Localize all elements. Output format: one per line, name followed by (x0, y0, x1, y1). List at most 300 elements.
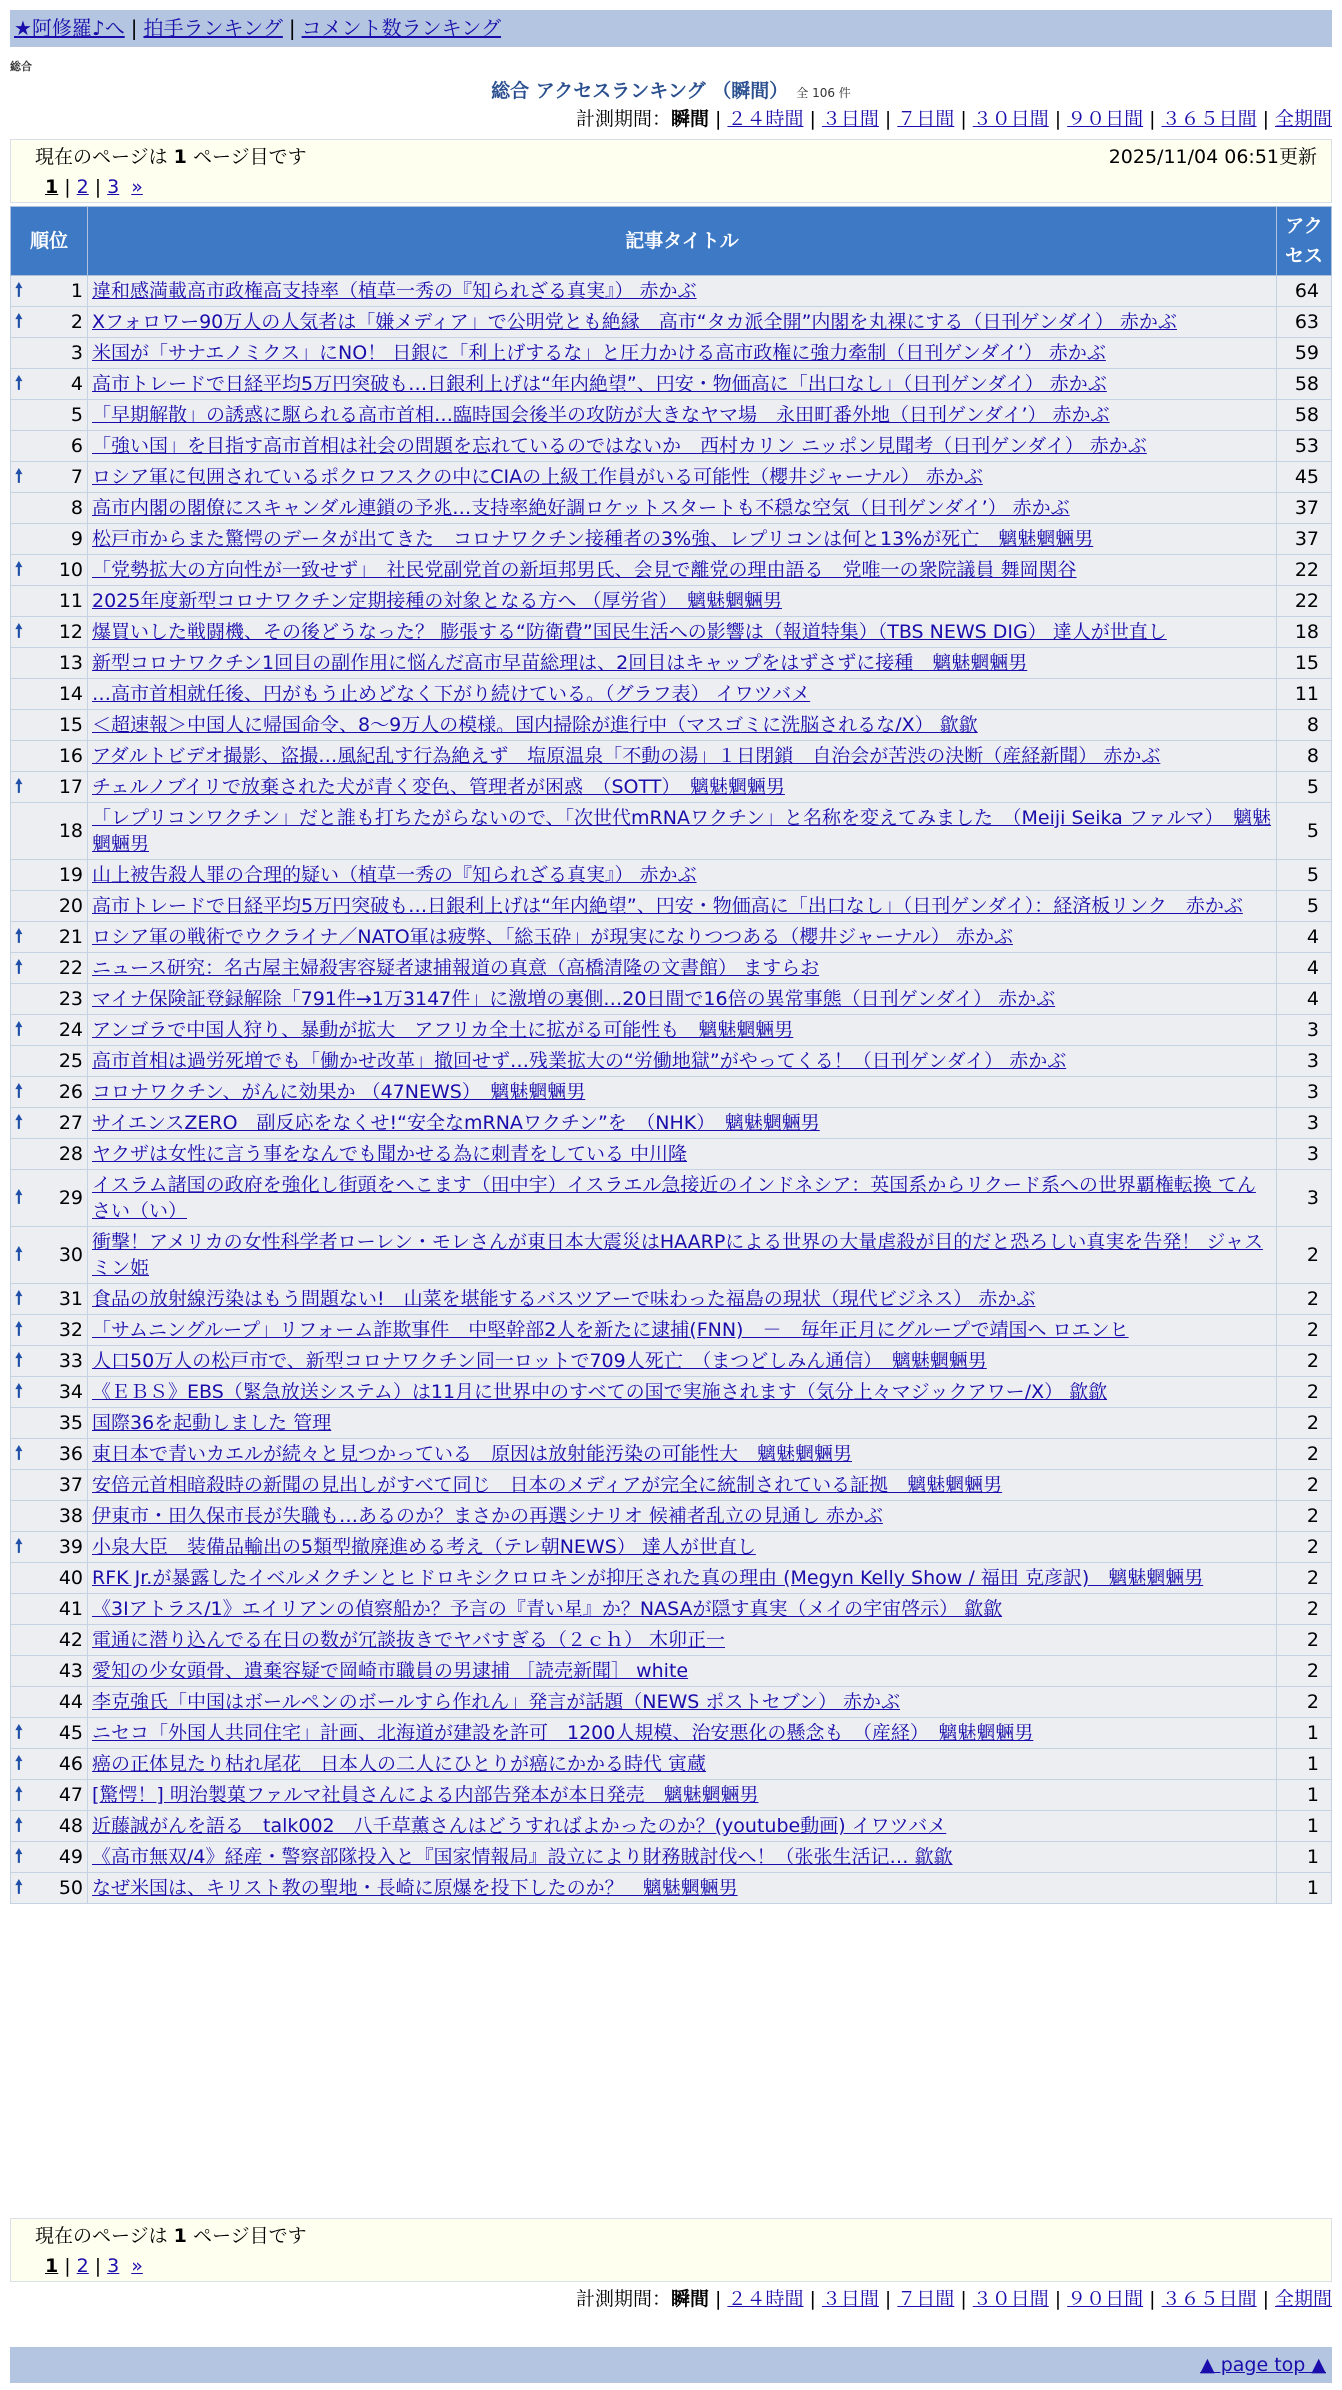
article-title-link[interactable]: 李克強氏「中国はボールペンのボールすら作れん」発言が話題（NEWS ポストセブン） 赤かぶ (92, 1691, 901, 1713)
rank-cell (11, 586, 88, 617)
rank-up-arrow-icon: 🠕 (15, 1784, 23, 1805)
period-separator: | (809, 2288, 816, 2310)
page-title-text: 総合 アクセスランキング （瞬間） (491, 80, 789, 102)
article-title-link[interactable]: アダルトビデオ撮影、盗撮…風紀乱す行為絶えず 塩原温泉「不動の湯」１日閉鎖 自治会が苦渋の決断（産経新聞） 赤かぶ (92, 745, 1161, 767)
breadcrumb: 総合 (10, 60, 32, 73)
col-access-header: アクセス (1277, 207, 1332, 276)
article-title-link[interactable]: なぜ米国は、キリスト教の聖地・長崎に原爆を投下したのか？ 魑魅魍魎男 (92, 1877, 738, 1899)
rank-cell (11, 860, 88, 891)
title-cell (88, 1563, 1277, 1594)
access-count: 2 (1277, 1284, 1332, 1315)
table-row (11, 1170, 1332, 1227)
table-row (11, 1811, 1332, 1842)
access-count: 2 (1277, 1532, 1332, 1563)
rank-cell (11, 400, 88, 431)
article-title-link[interactable]: 《ＥＢＳ》EBS（緊急放送システム）は11月に世界中のすべての国で実施されます（気分上々マジックアワー/X） 歙歙 (92, 1381, 1108, 1403)
access-count: 2 (1277, 1563, 1332, 1594)
rank-cell (11, 1687, 88, 1718)
period-separator: | (809, 108, 816, 130)
rank-cell (11, 922, 88, 953)
rank-up-arrow-icon: 🠕 (15, 1019, 23, 1040)
table-row (11, 1501, 1332, 1532)
rank-number: 28 (58, 1143, 83, 1165)
rank-up-arrow-icon: 🠕 (15, 1815, 23, 1836)
table-row (11, 741, 1332, 772)
rank-up-arrow-icon: 🠕 (15, 1350, 23, 1371)
article-title-link[interactable]: 人口50万人の松戸市で、新型コロナワクチン同一ロットで709人死亡 （まつどしみん通信） 魑魅魍魎男 (92, 1350, 987, 1372)
article-title-link[interactable]: 「レプリコンワクチン」だと誰も打ちたがらないので、「次世代mRNAワクチン」と名称を変えてみました （Meiji Seika ファルマ） 魑魅魍魎男 (92, 807, 1271, 855)
title-cell (88, 1749, 1277, 1780)
table-row (11, 617, 1332, 648)
table-header-row (11, 207, 1332, 276)
article-title-link[interactable]: 山上被告殺人罪の合理的疑い（植草一秀の『知られざる真実』） 赤かぶ (92, 864, 697, 886)
rank-cell (11, 1873, 88, 1904)
period-link[interactable]: 全期間 (1274, 2288, 1332, 2310)
page-link[interactable]: 2 (76, 2255, 89, 2277)
access-count: 3 (1277, 1077, 1332, 1108)
rank-cell (11, 1563, 88, 1594)
rank-up-arrow-icon: 🠕 (15, 1187, 23, 1208)
pager-box-top (10, 139, 1332, 203)
title-cell (88, 1408, 1277, 1439)
rank-number: 11 (58, 590, 83, 612)
title-cell (88, 922, 1277, 953)
table-row (11, 1532, 1332, 1563)
table-row (11, 772, 1332, 803)
table-row (11, 307, 1332, 338)
page-separator: | (94, 176, 102, 198)
page-current: 1 (45, 2255, 59, 2277)
article-title-link[interactable]: 国際36を起動しました 管理 (92, 1412, 332, 1434)
rank-cell (11, 369, 88, 400)
access-count: 2 (1277, 1408, 1332, 1439)
comment-ranking-link[interactable]: コメント数ランキング (301, 16, 502, 40)
page-title (0, 76, 1342, 103)
page-separator: | (64, 2255, 71, 2277)
article-title-link[interactable]: イスラム諸国の政府を強化し街頭をへこます（田中宇）イスラエル急接近のインドネシア：英国系からリクード系への世界覇権転換 てんさい（い） (92, 1174, 1256, 1222)
title-cell (88, 1315, 1277, 1346)
article-title-link[interactable]: 衝撃！アメリカの女性科学者ローレン・モレさんが東日本大震災はHAARPによる世界の大量虐殺が目的だと恐ろしい真実を告発！ ジャスミン姫 (92, 1231, 1263, 1279)
title-cell (88, 710, 1277, 741)
period-separator: | (960, 108, 967, 130)
title-cell (88, 1346, 1277, 1377)
access-count: 2 (1277, 1501, 1332, 1532)
title-cell (88, 276, 1277, 307)
title-cell (88, 648, 1277, 679)
article-title-link[interactable]: 《高市無双/4》経産・警察部隊投入と『国家情報局』設立により財務賊討伐へ！（张张生活记… 歙歙 (92, 1846, 953, 1868)
access-count: 2 (1277, 1594, 1332, 1625)
table-row (11, 1749, 1332, 1780)
period-separator: | (884, 108, 892, 130)
period-separator: | (715, 2288, 722, 2310)
footer-bar (10, 2347, 1332, 2383)
rank-up-arrow-icon: 🠕 (15, 1244, 23, 1265)
article-title-link[interactable]: 《3Iアトラス/1》エイリアンの偵察船か？予言の『青い星』か？NASAが隠す真実（メイの宇宙啓示） 歙歙 (92, 1598, 1003, 1620)
rank-cell (11, 524, 88, 555)
rank-cell (11, 1108, 88, 1139)
table-row (11, 1108, 1332, 1139)
rank-cell (11, 1656, 88, 1687)
title-cell (88, 1811, 1277, 1842)
page-link[interactable]: 3 (107, 176, 120, 198)
access-count: 37 (1277, 493, 1332, 524)
rank-up-arrow-icon: 🠕 (15, 280, 23, 301)
rank-number: 39 (58, 1536, 83, 1558)
rank-cell (11, 276, 88, 307)
access-count: 64 (1277, 276, 1332, 307)
rank-cell (11, 1780, 88, 1811)
title-cell (88, 1656, 1277, 1687)
period-link[interactable]: ２４時間 (727, 108, 804, 130)
article-title-link[interactable]: 高市内閣の閣僚にスキャンダル連鎖の予兆…支持率絶好調ロケットスタートも不穏な空気（日刊ゲンダイ’） 赤かぶ (92, 497, 1070, 519)
table-row (11, 1470, 1332, 1501)
title-cell (88, 1046, 1277, 1077)
rank-number: 47 (58, 1784, 83, 1806)
article-title-link[interactable]: RFK Jr.が暴露したイベルメクチンとヒドロキシクロロキンが抑圧された真の理由 (Megyn Kelly Show / 福田 克彦訳) 魑魅魍魎男 (92, 1567, 1204, 1589)
title-cell (88, 803, 1277, 860)
rank-number: 41 (58, 1598, 83, 1620)
rank-cell (11, 1139, 88, 1170)
access-count: 15 (1277, 648, 1332, 679)
access-count: 3 (1277, 1170, 1332, 1227)
rank-cell (11, 307, 88, 338)
title-cell (88, 555, 1277, 586)
rank-number: 4 (70, 373, 83, 395)
rank-cell (11, 462, 88, 493)
table-row (11, 1563, 1332, 1594)
access-count: 2 (1277, 1315, 1332, 1346)
title-cell (88, 1687, 1277, 1718)
rank-number: 23 (58, 988, 83, 1010)
period-separator: | (1054, 108, 1062, 130)
article-title-link[interactable]: 高市トレードで日経平均5万円突破も…日銀利上げは“年内絶望”、円安・物価高に「出口なし」（日刊ゲンダイ）：経済板リンク 赤かぶ (92, 895, 1243, 917)
rank-up-arrow-icon: 🠕 (15, 926, 23, 947)
table-row (11, 1284, 1332, 1315)
rank-up-arrow-icon: 🠕 (15, 1753, 23, 1774)
rank-cell (11, 1408, 88, 1439)
total-count: 全 106 件 (796, 86, 851, 100)
article-title-link[interactable]: Xフォロワー90万人の人気者は「嫌メディア」で公明党とも絶縁 高市“タカ派全開”内閣を丸裸にする（日刊ゲンダイ） 赤かぶ (92, 311, 1177, 333)
article-title-link[interactable]: [驚愕！] 明治製菓ファルマ社員さんによる内部告発本が本日発売 魑魅魍魎男 (92, 1784, 759, 1806)
rank-number: 20 (58, 895, 83, 917)
title-cell (88, 1873, 1277, 1904)
article-title-link[interactable]: ＜超速報＞中国人に帰国命令、8〜9万人の模様。国内掃除が進行中（マスゴミに洗脳されるな/X） 歙歙 (92, 714, 978, 736)
period-link[interactable]: ３０日間 (972, 108, 1049, 130)
title-cell (88, 1108, 1277, 1139)
col-title-header: 記事タイトル (88, 207, 1277, 276)
table-row (11, 1315, 1332, 1346)
access-count: 5 (1277, 891, 1332, 922)
title-cell (88, 1594, 1277, 1625)
rank-up-arrow-icon: 🠕 (15, 1722, 23, 1743)
article-title-link[interactable]: ニセコ「外国人共同住宅」計画、北海道が建設を許可 1200人規模、治安悪化の懸念も （産経） 魑魅魍魎男 (92, 1722, 1034, 1744)
period-separator: | (884, 2288, 892, 2310)
rank-up-arrow-icon: 🠕 (15, 373, 23, 394)
rank-number: 35 (58, 1412, 83, 1434)
rank-up-arrow-icon: 🠕 (15, 1877, 23, 1898)
clap-ranking-link[interactable]: 拍手ランキング (143, 16, 283, 40)
rank-up-arrow-icon: 🠕 (15, 559, 23, 580)
article-title-link[interactable]: 米国が「サナエノミクス」にNO！ 日銀に「利上げするな」と圧力かける高市政権に強力牽制（日刊ゲンダイ’） 赤かぶ (92, 342, 1106, 364)
table-row (11, 400, 1332, 431)
home-link[interactable]: ★阿修羅♪へ (14, 16, 125, 40)
rank-cell (11, 1811, 88, 1842)
article-title-link[interactable]: 松戸市からまた驚愕のデータが出てきた コロナワクチン接種者の3%強、レプリコンは何と13%が死亡 魑魅魍魎男 (92, 528, 1094, 550)
title-cell (88, 860, 1277, 891)
article-title-link[interactable]: 高市首相は過労死増でも「働かせ改革」撤回せず…残業拡大の“労働地獄”がやってくる！（日刊ゲンダイ） 赤かぶ (92, 1050, 1067, 1072)
title-cell (88, 1718, 1277, 1749)
pagination (35, 2251, 1317, 2281)
table-row (11, 1408, 1332, 1439)
rank-number: 12 (58, 621, 83, 643)
rank-up-arrow-icon: 🠕 (15, 957, 23, 978)
period-link[interactable]: ２４時間 (727, 2288, 804, 2310)
table-row (11, 555, 1332, 586)
article-title-link[interactable]: 近藤誠がんを語る talk002 八千草薫さんはどうすればよかったのか？(youtube動画) イワツバメ (92, 1815, 947, 1837)
access-count: 3 (1277, 1108, 1332, 1139)
rank-number: 46 (58, 1753, 83, 1775)
period-link[interactable]: ３６５日間 (1161, 2288, 1257, 2310)
article-title-link[interactable]: 2025年度新型コロナワクチン定期接種の対象となる方へ （厚労省） 魑魅魍魎男 (92, 590, 782, 612)
access-count: 63 (1277, 307, 1332, 338)
title-cell (88, 586, 1277, 617)
period-link[interactable]: ３日間 (821, 2288, 879, 2310)
table-row (11, 1227, 1332, 1284)
title-cell (88, 369, 1277, 400)
rank-number: 30 (58, 1244, 83, 1266)
rank-number: 8 (70, 497, 83, 519)
table-row (11, 710, 1332, 741)
rank-number: 44 (58, 1691, 83, 1713)
table-row (11, 679, 1332, 710)
article-title-link[interactable]: 癌の正体見たり枯れ尾花 日本人の二人にひとりが癌にかかる時代 寅蔵 (92, 1753, 707, 1775)
rank-up-arrow-icon: 🠕 (15, 1319, 23, 1340)
period-separator: | (1262, 2288, 1269, 2310)
rank-number: 1 (70, 280, 83, 302)
access-count: 58 (1277, 400, 1332, 431)
article-title-link[interactable]: 東日本で青いカエルが続々と見つかっている 原因は放射能汚染の可能性大 魑魅魍魎男 (92, 1443, 853, 1465)
article-title-link[interactable]: …高市首相就任後、円がもう止めどなく下がり続けている。（グラフ表） イワツバメ (92, 683, 811, 705)
table-row (11, 953, 1332, 984)
article-title-link[interactable]: 小泉大臣 装備品輸出の5類型撤廃進める考え（テレ朝NEWS） 達人が世直し (92, 1536, 756, 1558)
article-title-link[interactable]: 電通に潜り込んでる在日の数が冗談抜きでヤバすぎる（２ｃｈ） 木卯正一 (92, 1629, 726, 1651)
rank-cell (11, 1046, 88, 1077)
table-row (11, 922, 1332, 953)
article-title-link[interactable]: 「サムニングループ」リフォーム詐欺事件 中堅幹部2人を新たに逮捕(FNN) － 毎年正月にグループで靖国へ ロエンヒ (92, 1319, 1129, 1341)
article-title-link[interactable]: 高市トレードで日経平均5万円突破も…日銀利上げは“年内絶望”、円安・物価高に「出口なし」（日刊ゲンダイ） 赤かぶ (92, 373, 1107, 395)
period-separator: | (715, 108, 722, 130)
rank-number: 45 (58, 1722, 83, 1744)
access-count: 37 (1277, 524, 1332, 555)
period-link[interactable]: ３０日間 (972, 2288, 1049, 2310)
rank-number: 9 (70, 528, 83, 550)
access-count: 2 (1277, 1439, 1332, 1470)
title-cell (88, 891, 1277, 922)
period-link[interactable]: ７日間 (897, 2288, 955, 2310)
page-link[interactable]: 2 (76, 176, 89, 198)
page-link[interactable]: 3 (107, 2255, 120, 2277)
title-cell (88, 1842, 1277, 1873)
rank-number: 2 (70, 311, 83, 333)
pager-box-bottom (10, 2218, 1332, 2282)
page-top-link[interactable]: ▲ page top ▲ (1200, 2354, 1326, 2376)
rank-number: 36 (58, 1443, 83, 1465)
access-count: 5 (1277, 860, 1332, 891)
period-current: 瞬間 (671, 108, 710, 130)
access-count: 22 (1277, 586, 1332, 617)
article-title-link[interactable]: アンゴラで中国人狩り、暴動が拡大 アフリカ全土に拡がる可能性も 魑魅魍魎男 (92, 1019, 794, 1041)
article-title-link[interactable]: 違和感満載高市政権高支持率（植草一秀の『知られざる真実』） 赤かぶ (92, 280, 697, 302)
table-row (11, 338, 1332, 369)
nav-separator: | (288, 16, 296, 40)
table-row (11, 1377, 1332, 1408)
table-row (11, 860, 1332, 891)
article-title-link[interactable]: 愛知の少女頭骨、遺棄容疑で岡崎市職員の男逮捕 ［読売新聞］ white (92, 1660, 689, 1682)
rank-cell (11, 1227, 88, 1284)
article-title-link[interactable]: 安倍元首相暗殺時の新聞の見出しがすべて同じ 日本のメディアが完全に統制されている証拠 魑魅魍魎男 (92, 1474, 1003, 1496)
period-link[interactable]: 全期間 (1274, 108, 1332, 130)
article-title-link[interactable]: コロナワクチン、がんに効果か （47NEWS） 魑魅魍魎男 (92, 1081, 586, 1103)
rank-cell (11, 953, 88, 984)
article-title-link[interactable]: 新型コロナワクチン1回目の副作用に悩んだ高市早苗総理は、2回目はキャップをはずさずに接種 魑魅魍魎男 (92, 652, 1028, 674)
rank-cell (11, 1439, 88, 1470)
access-count: 8 (1277, 741, 1332, 772)
rank-cell (11, 1718, 88, 1749)
access-count: 3 (1277, 1015, 1332, 1046)
period-link[interactable]: ７日間 (897, 108, 955, 130)
article-title-link[interactable]: 爆買いした戦闘機、その後どうなった？ 膨張する“防衛費”国民生活への影響は（報道特集）（TBS NEWS DIG） 達人が世直し (92, 621, 1167, 643)
access-count: 2 (1277, 1470, 1332, 1501)
period-separator: | (1262, 108, 1269, 130)
next-page-link[interactable]: » (131, 176, 143, 198)
rank-up-arrow-icon: 🠕 (15, 1536, 23, 1557)
table-row (11, 493, 1332, 524)
table-row (11, 431, 1332, 462)
rank-up-arrow-icon: 🠕 (15, 621, 23, 642)
rank-number: 40 (58, 1567, 83, 1589)
period-separator: | (960, 2288, 967, 2310)
rank-cell (11, 679, 88, 710)
article-title-link[interactable]: 「早期解散」の誘惑に駆られる高市首相…臨時国会後半の攻防が大きなヤマ場 永田町番外地（日刊ゲンダイ’） 赤かぶ (92, 404, 1110, 426)
title-cell (88, 1377, 1277, 1408)
access-count: 3 (1277, 1139, 1332, 1170)
rank-number: 18 (58, 820, 83, 842)
rank-number: 5 (70, 404, 83, 426)
rank-number: 16 (58, 745, 83, 767)
table-row (11, 1656, 1332, 1687)
rank-number: 7 (70, 466, 83, 488)
period-selector-top (576, 106, 1332, 132)
article-title-link[interactable]: 「強い国」を目指す高市首相は社会の問題を忘れているのではないか 西村カリン ニッポン見聞考（日刊ゲンダイ） 赤かぶ (92, 435, 1147, 457)
period-link[interactable]: ９０日間 (1067, 108, 1144, 130)
period-link[interactable]: ９０日間 (1067, 2288, 1144, 2310)
table-row (11, 1718, 1332, 1749)
access-count: 53 (1277, 431, 1332, 462)
rank-number: 24 (58, 1019, 83, 1041)
rank-cell (11, 1377, 88, 1408)
table-row (11, 524, 1332, 555)
nav-separator: | (130, 16, 138, 40)
ranking-table-body (11, 276, 1332, 1904)
article-title-link[interactable]: 伊東市・田久保市長が失職も…あるのか？まさかの再選シナリオ 候補者乱立の見通し 赤かぶ (92, 1505, 883, 1527)
access-count: 3 (1277, 1046, 1332, 1077)
rank-cell (11, 1470, 88, 1501)
article-title-link[interactable]: チェルノブイリで放棄された犬が青く変色、管理者が困惑 （SOTT） 魑魅魍魎男 (92, 776, 785, 798)
rank-cell (11, 1284, 88, 1315)
access-count: 2 (1277, 1625, 1332, 1656)
next-page-link[interactable]: » (131, 2255, 143, 2277)
article-title-link[interactable]: ロシア軍に包囲されているポクロフスクの中にCIAの上級工作員がいる可能性（櫻井ジャーナル） 赤かぶ (92, 466, 983, 488)
access-count: 1 (1277, 1749, 1332, 1780)
table-row (11, 586, 1332, 617)
rank-up-arrow-icon: 🠕 (15, 1381, 23, 1402)
article-title-link[interactable]: マイナ保険証登録解除「791件→1万3147件」に激増の裏側…20日間で16倍の異常事態（日刊ゲンダイ） 赤かぶ (92, 988, 1056, 1010)
access-count: 2 (1277, 1227, 1332, 1284)
rank-up-arrow-icon: 🠕 (15, 776, 23, 797)
rank-up-arrow-icon: 🠕 (15, 311, 23, 332)
rank-number: 31 (58, 1288, 83, 1310)
rank-number: 32 (58, 1319, 83, 1341)
page-separator: | (94, 2255, 102, 2277)
title-cell (88, 772, 1277, 803)
rank-number: 42 (58, 1629, 83, 1651)
page-status: 現在のページは 1 ページ目です (35, 146, 307, 168)
table-row (11, 1780, 1332, 1811)
access-count: 1 (1277, 1842, 1332, 1873)
article-title-link[interactable]: ニュース研究：名古屋主婦殺害容疑者逮捕報道の真意（高橋清隆の文書館） ますらお (92, 957, 820, 979)
title-cell (88, 307, 1277, 338)
table-row (11, 1346, 1332, 1377)
pagination (35, 172, 1317, 202)
table-row (11, 891, 1332, 922)
rank-up-arrow-icon: 🠕 (15, 1846, 23, 1867)
access-count: 45 (1277, 462, 1332, 493)
title-cell (88, 1227, 1277, 1284)
rank-cell (11, 803, 88, 860)
rank-cell (11, 891, 88, 922)
article-title-link[interactable]: ロシア軍の戦術でウクライナ／NATO軍は疲弊、「総玉砕」が現実になりつつある（櫻井ジャーナル） 赤かぶ (92, 926, 1013, 948)
article-title-link[interactable]: 食品の放射線汚染はもう問題ない! 山菜を堪能するバスツアーで味わった福島の現状（現代ビジネス） 赤かぶ (92, 1288, 1036, 1310)
rank-up-arrow-icon: 🠕 (15, 1112, 23, 1133)
period-link[interactable]: ３日間 (821, 108, 879, 130)
access-count: 2 (1277, 1687, 1332, 1718)
access-count: 1 (1277, 1873, 1332, 1904)
title-cell (88, 1501, 1277, 1532)
article-title-link[interactable]: サイエンスZERO 副反応をなくせ!“安全なmRNAワクチン”を （NHK） 魑魅魍魎男 (92, 1112, 820, 1134)
table-row (11, 1015, 1332, 1046)
access-count: 58 (1277, 369, 1332, 400)
rank-cell (11, 1625, 88, 1656)
title-cell (88, 1439, 1277, 1470)
rank-number: 22 (58, 957, 83, 979)
table-row (11, 1139, 1332, 1170)
article-title-link[interactable]: 「党勢拡大の方向性が一致せず」 社民党副党首の新垣邦男氏、会見で離党の理由語る 党唯一の衆院議員 舞岡関谷 (92, 559, 1077, 581)
table-row (11, 462, 1332, 493)
title-cell (88, 953, 1277, 984)
rank-cell (11, 1842, 88, 1873)
rank-number: 29 (58, 1187, 83, 1209)
period-separator: | (1149, 108, 1156, 130)
table-row (11, 369, 1332, 400)
rank-number: 6 (70, 435, 83, 457)
period-link[interactable]: ３６５日間 (1161, 108, 1257, 130)
title-cell (88, 1077, 1277, 1108)
period-separator: | (1149, 2288, 1156, 2310)
article-title-link[interactable]: ヤクザは女性に言う事をなんでも聞かせる為に刺青をしている 中川隆 (92, 1143, 688, 1165)
rank-number: 17 (58, 776, 83, 798)
rank-number: 37 (58, 1474, 83, 1496)
table-row (11, 1439, 1332, 1470)
